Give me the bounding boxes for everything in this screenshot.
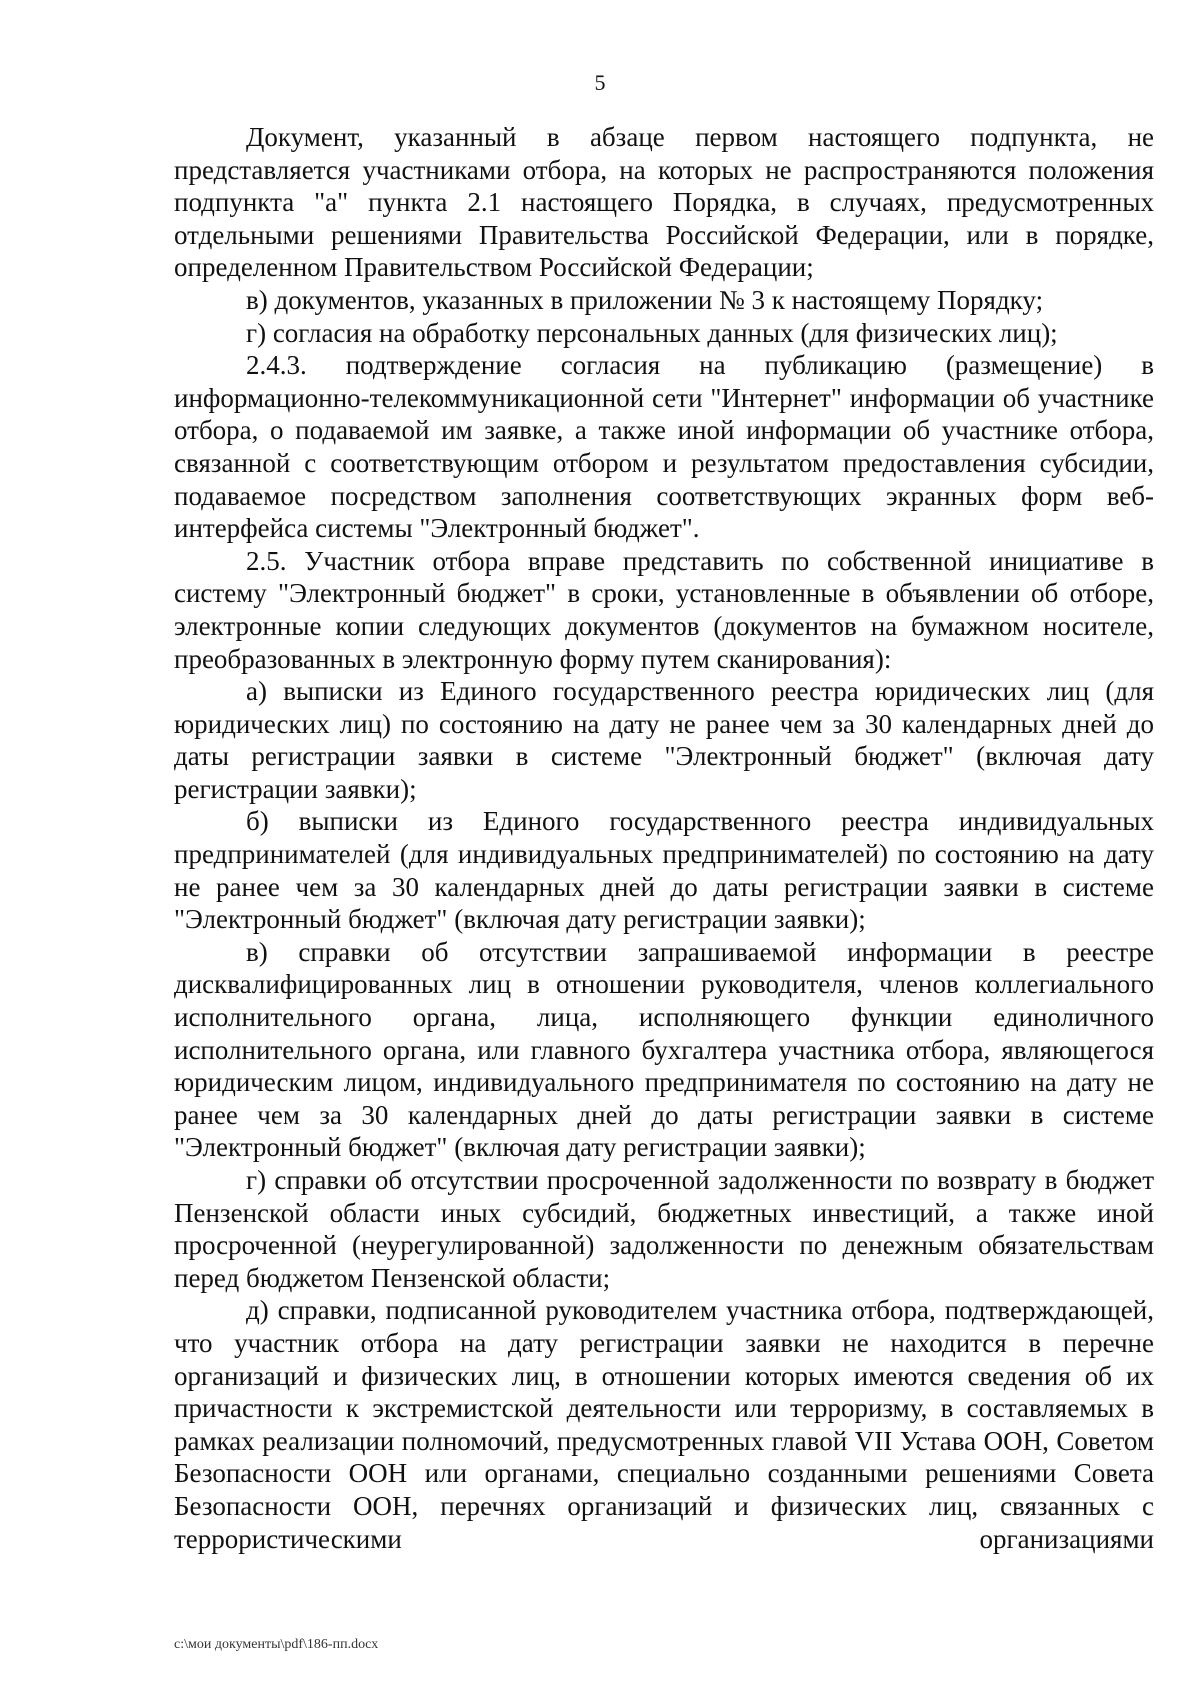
paragraph-item-b-extract-entrepreneurs: б) выписки из Единого государственного реестра индивидуальных предпринимателей (для индивидуальных предпринимателей) по состоянию на дату не ранее чем за 30 календарных дней до даты регистрации заявки в системе "Электронный бюджет" (включая дату регистрации заявки); (174, 806, 1154, 935)
footer-file-path: c:\мои документы\pdf\186-пп.docx (174, 1637, 379, 1652)
paragraph-item-g-consent: г) согласия на обработку персональных данных (для физических лиц); (246, 317, 1058, 348)
paragraph-document-not-required: Документ, указанный в абзаце первом настоящего подпункта, не представляется участниками отбора, на которых не распространяются положения подпункта "а" пункта 2.1 настоящего Порядка, в случаях, предусмотренных отдельными решениями Правительства Российской Федерации, или в порядке, определенном Правительством Российской Федерации; (174, 122, 1154, 283)
paragraph-2-5: 2.5. Участник отбора вправе представить по собственной инициативе в систему "Электронный бюджет" в сроки, установленные в объявлении об отборе, электронные копии следующих документов (документов на бумажном носителе, преобразованных в электронную форму путем сканирования): (174, 545, 1154, 674)
paragraph-item-a-extract-legal: а) выписки из Единого государственного реестра юридических лиц (для юридических лиц) по состоянию на дату не ранее чем за 30 календарных дней до даты регистрации заявки в системе "Электронный бюджет" (включая дату регистрации заявки); (174, 676, 1154, 804)
paragraph-2-4-3: 2.4.3. подтверждение согласия на публикацию (размещение) в информационно-телекоммуникационной сети "Интернет" информации об участнике отбора, о подаваемой им заявке, а также иной информации об участнике отбора, связанной с соответствующим отбором и результатом предоставления субсидии, подаваемое посредством заполнения соответствующих экранных форм веб-интерфейса системы "Электронный бюджет". (174, 350, 1154, 544)
paragraph-item-v-documents: в) документов, указанных в приложении № 3 к настоящему Порядку; (246, 284, 1044, 315)
paragraph-item-d-extremism: д) справки, подписанной руководителем участника отбора, подтверждающей, что участник отбора на дату регистрации заявки не находится в перечне организаций и физических лиц, в отношении которых имеются сведения об их причастности к экстремистской деятельности или терроризму, в составляемых в рамках реализации полномочий, предусмотренных главой VII Устава ООН, Советом Безопасности ООН или органами, специально созданными решениями Совета Безопасности ООН, перечнях организаций и физических лиц, связанных с террористическими организациями (174, 1295, 1154, 1554)
document-body (174, 121, 1154, 1555)
page-number: 5 (594, 70, 606, 95)
paragraph-item-v-disqualified-registry: в) справки об отсутствии запрашиваемой информации в реестре дисквалифицированных лиц в отношении руководителя, членов коллегиального исполнительного органа, лица, исполняющего функции единоличного исполнительного органа, или главного бухгалтера участника отбора, являющегося юридическим лицом, индивидуального предпринимателя по состоянию на дату не ранее чем за 30 календарных дней до даты регистрации заявки в системе "Электронный бюджет" (включая дату регистрации заявки); (174, 936, 1154, 1163)
paragraph-item-g-no-debt: г) справки об отсутствии просроченной задолженности по возврату в бюджет Пензенской области иных субсидий, бюджетных инвестиций, а также иной просроченной (неурегулированной) задолженности по денежным обязательствам перед бюджетом Пензенской области; (174, 1165, 1154, 1293)
